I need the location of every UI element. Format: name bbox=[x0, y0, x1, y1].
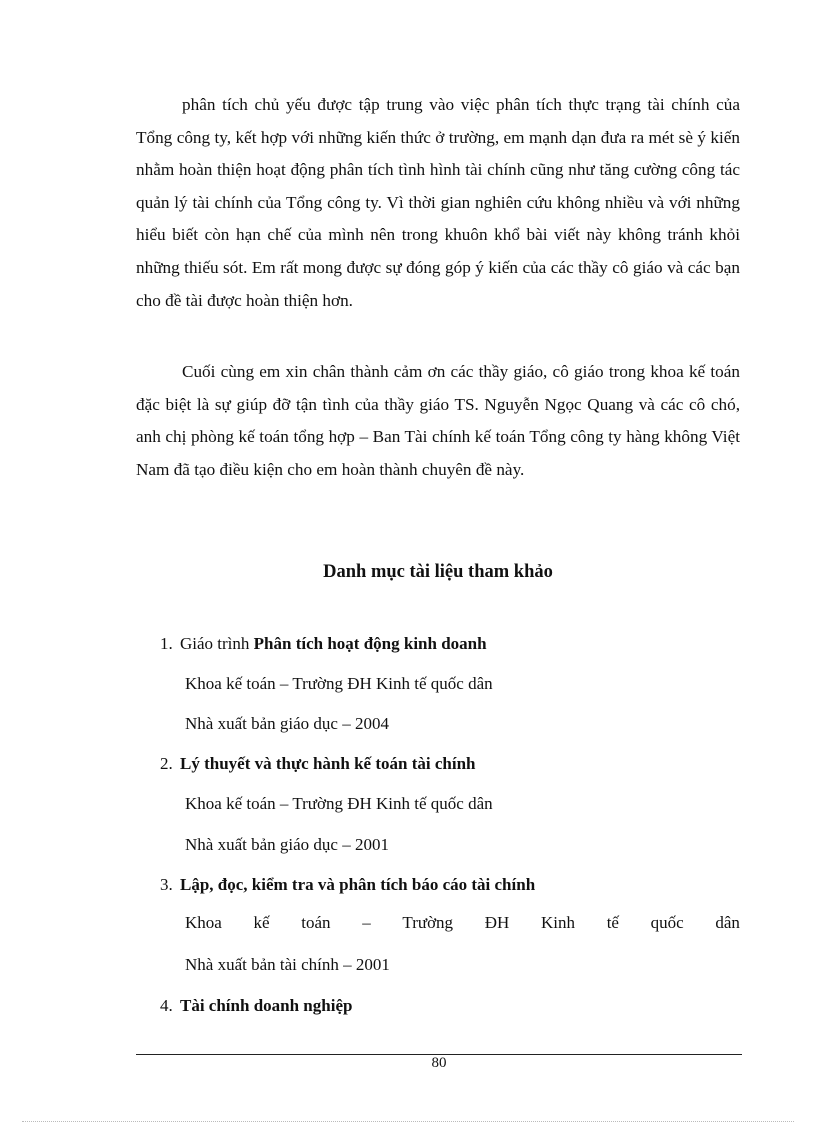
reference-publisher-line: Khoa kế toán – Trường ĐH Kinh tế quốc dân bbox=[185, 674, 493, 693]
reference-title: Lập, đọc, kiểm tra và phân tích báo cáo tài chính bbox=[180, 875, 536, 894]
justified-word: quốc bbox=[650, 913, 684, 932]
reference-item-1 bbox=[160, 634, 487, 654]
reference-title: Phân tích hoạt động kinh doanh bbox=[253, 634, 487, 653]
page-number: 80 bbox=[431, 1055, 447, 1071]
justified-word: Kinh bbox=[541, 913, 575, 932]
reference-number: 2. bbox=[160, 754, 173, 773]
justified-word: Khoa bbox=[185, 913, 222, 932]
reference-item-3 bbox=[160, 875, 535, 895]
reference-title: Lý thuyết và thực hành kế toán tài chính bbox=[180, 754, 476, 773]
reference-number: 1. bbox=[160, 634, 173, 653]
paragraph-acknowledgement bbox=[136, 356, 740, 486]
reference-number: 4. bbox=[160, 996, 173, 1015]
reference-number: 3. bbox=[160, 875, 173, 894]
justified-word: Trường bbox=[402, 913, 454, 932]
reference-item-4 bbox=[160, 996, 352, 1016]
page-bottom-dotted-border bbox=[22, 1121, 794, 1122]
justified-word: toán bbox=[301, 913, 331, 932]
justified-word: – bbox=[362, 913, 371, 932]
reference-publisher-line: Khoa kế toán – Trường ĐH Kinh tế quốc dân bbox=[185, 794, 493, 813]
paragraph-text: phân tích chủ yếu được tập trung vào việc phân tích thực trạng tài chính của Tổng công ty, kết hợp với những kiến thức ở trường, em mạnh dạn đưa ra mét sè ý kiến nhằm hoàn thiện hoạt động phân tích tình hình tài chính cũng như tăng cường công tác quản lý tài chính của Tổng công ty. Vì thời gian nghiên cứu không nhiều và với những hiểu biết còn hạn chế của mình nên trong khuôn khổ bài viết này không tránh khỏi những thiếu sót. Em rất mong được sự đóng góp ý kiến của các thầy cô giáo và các bạn cho đề tài được hoàn thiện hơn. bbox=[136, 95, 740, 310]
reference-prefix: Giáo trình bbox=[180, 634, 254, 653]
reference-publisher-line: Nhà xuất bản giáo dục – 2004 bbox=[185, 714, 389, 733]
justified-word: kế bbox=[253, 913, 270, 932]
justified-word: dân bbox=[715, 913, 740, 932]
reference-publisher-line: Nhà xuất bản tài chính – 2001 bbox=[185, 955, 390, 974]
reference-publisher-line: Nhà xuất bản giáo dục – 2001 bbox=[185, 835, 389, 854]
justified-word: tế bbox=[606, 913, 619, 932]
paragraph-conclusion-part bbox=[136, 89, 740, 317]
paragraph-text: Cuối cùng em xin chân thành cảm ơn các thầy giáo, cô giáo trong khoa kế toán đặc biệt là sự giúp đỡ tận tình của thầy giáo TS. Nguyễn Ngọc Quang và các cô chó, anh chị phòng kế toán tổng hợp – Ban Tài chính kế toán Tổng công ty hàng không Việt Nam đã tạo điều kiện cho em hoàn thành chuyên đề này. bbox=[136, 362, 740, 479]
reference-publisher-line-justified bbox=[185, 913, 740, 933]
justified-word: ĐH bbox=[484, 913, 510, 932]
reference-item-2 bbox=[160, 754, 475, 774]
references-heading: Danh mục tài liệu tham khảo bbox=[323, 562, 553, 582]
reference-title: Tài chính doanh nghiệp bbox=[180, 996, 353, 1015]
